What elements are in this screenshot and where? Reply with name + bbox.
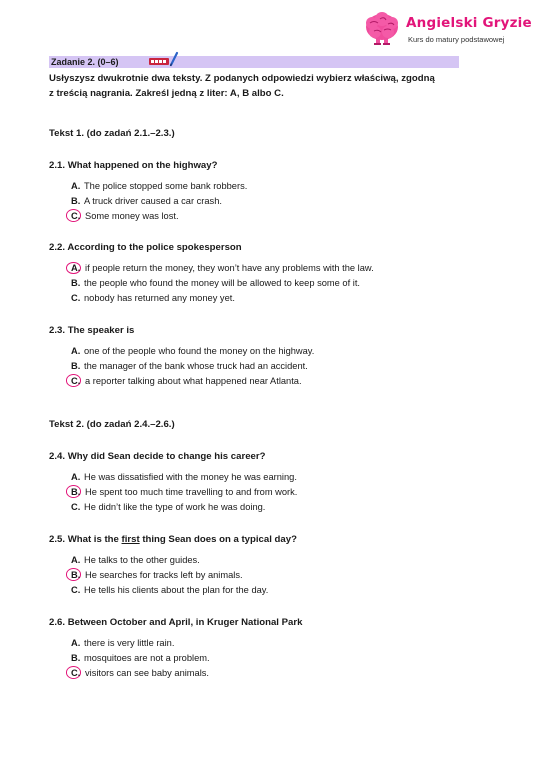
question-2-1	[49, 159, 519, 223]
brand-name: Angielski Gryzie	[406, 15, 532, 31]
question-prompt: 2.1. What happened on the highway?	[49, 160, 218, 171]
task-instructions	[49, 71, 435, 101]
option-a[interactable]: A. one of the people who found the money on the highway.	[71, 346, 315, 356]
audio-track-icon	[149, 58, 169, 65]
option-b[interactable]: B. He searches for tracks left by animals.	[49, 568, 519, 583]
option-a[interactable]: A. if people return the money, they won’t have any problems with the law.	[49, 261, 519, 276]
text-1-header: Tekst 1. (do zadań 2.1.–2.3.)	[49, 128, 175, 139]
option-c[interactable]: C. nobody has returned any money yet.	[71, 292, 235, 303]
task-title-bar	[49, 56, 459, 68]
option-b[interactable]: B. mosquitoes are not a problem.	[71, 652, 210, 663]
question-prompt: 2.4. Why did Sean decide to change his career?	[49, 451, 266, 462]
option-c[interactable]: C. visitors can see baby animals.	[49, 666, 519, 681]
option-c[interactable]: C. He tells his clients about the plan for the day.	[71, 584, 269, 595]
option-b[interactable]: B. the people who found the money will be allowed to keep some of it.	[71, 277, 360, 288]
option-b[interactable]: B. He spent too much time travelling to and from work.	[49, 485, 519, 500]
option-c[interactable]: C. He didn’t like the type of work he was doing.	[71, 501, 266, 512]
question-2-4	[49, 450, 519, 514]
question-prompt: 2.2. According to the police spokesperson	[49, 242, 242, 253]
option-b[interactable]: B. the manager of the bank whose truck had an accident.	[71, 360, 308, 371]
question-2-6	[49, 616, 519, 680]
option-b[interactable]: B. A truck driver caused a car crash.	[71, 195, 222, 206]
brand-subtitle: Kurs do matury podstawowej	[408, 35, 505, 44]
brain-logo-icon	[362, 9, 402, 49]
question-prompt: 2.6. Between October and April, in Kruger National Park	[49, 617, 303, 628]
option-c[interactable]: C. a reporter talking about what happened near Atlanta.	[49, 374, 519, 389]
text-2-header: Tekst 2. (do zadań 2.4.–2.6.)	[49, 419, 175, 430]
option-a[interactable]: A. The police stopped some bank robbers.	[71, 181, 248, 191]
pen-icon	[169, 51, 179, 67]
option-c[interactable]: C. Some money was lost.	[49, 209, 519, 224]
option-a[interactable]: A. He was dissatisfied with the money he was earning.	[71, 472, 297, 482]
task-title: Zadanie 2. (0–6)	[51, 57, 119, 67]
option-a[interactable]: A. there is very little rain.	[71, 638, 175, 648]
emphasis-word: first	[121, 534, 140, 545]
question-prompt: 2.3. The speaker is	[49, 325, 135, 336]
question-2-3	[49, 324, 519, 388]
instruction-line: z treścią nagrania. Zakreśl jedną z liter: A, B albo C.	[49, 88, 284, 99]
question-2-5	[49, 533, 519, 597]
option-a[interactable]: A. He talks to the other guides.	[71, 555, 200, 565]
instruction-line: Usłyszysz dwukrotnie dwa teksty. Z podanych odpowiedzi wybierz właściwą, zgodną	[49, 73, 435, 84]
question-prompt: 2.5. What is the first thing Sean does on a typical day?	[49, 534, 297, 545]
brand-header	[362, 9, 542, 49]
question-2-2	[49, 241, 519, 305]
